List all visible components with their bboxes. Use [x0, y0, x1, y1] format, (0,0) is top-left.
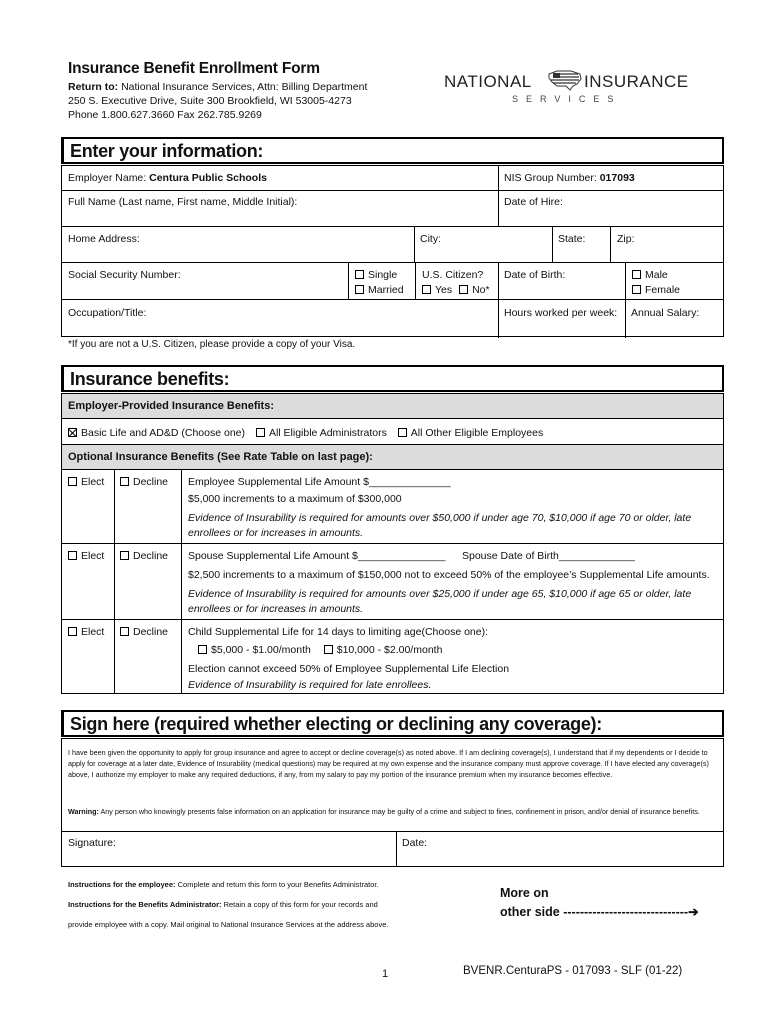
- child-supp-life-text: Child Supplemental Life for 14 days to limiting age(Choose one):: [188, 626, 489, 638]
- admin-instructions-continued: provide employee with a copy. Mail original to National Insurance Services at the address above.: [68, 920, 389, 929]
- employee-instructions-text: Complete and return this form to your Benefits Administrator.: [177, 880, 379, 889]
- return-to-text: National Insurance Services, Attn: Billing Department: [121, 81, 368, 93]
- employee-elect-checkbox[interactable]: Elect: [68, 476, 104, 488]
- header-address: 250 S. Executive Drive, Suite 300 Brookfield, WI 53005-4273: [68, 95, 352, 107]
- employer-name-label: Employer Name:: [68, 172, 147, 184]
- child-options: $5,000 - $1.00/month $10,000 - $2.00/month: [198, 644, 442, 656]
- nis-group-number-field[interactable]: [504, 172, 635, 184]
- all-other-label: All Other Eligible Employees: [410, 427, 544, 439]
- male-checkbox[interactable]: [632, 269, 668, 281]
- other-side-label: other side ------------------------------: [500, 905, 689, 919]
- warning-label: Warning:: [68, 807, 99, 816]
- female-checkbox-box[interactable]: [632, 285, 641, 294]
- occupation-field[interactable]: Occupation/Title:: [68, 307, 147, 319]
- optional-benefits-label: Optional Insurance Benefits (See Rate Table on last page):: [68, 451, 373, 463]
- city-field[interactable]: City:: [420, 233, 441, 245]
- spouse-eoi-text-2: enrollees or for increases in amounts.: [188, 603, 364, 615]
- child-elect-checkbox[interactable]: Elect: [68, 626, 104, 638]
- hours-per-week-field[interactable]: Hours worked per week:: [504, 307, 618, 319]
- admin-instructions-text: Retain a copy of this form for your records and: [223, 900, 378, 909]
- male-label: Male: [645, 269, 668, 281]
- visa-note: *If you are not a U.S. Citizen, please provide a copy of your Visa.: [68, 339, 356, 350]
- return-to-label: Return to:: [68, 81, 119, 93]
- section-sign-here: [61, 710, 724, 737]
- section-insurance-benefits: [61, 365, 724, 392]
- more-on-text: More on: [500, 886, 549, 900]
- all-other-checkbox[interactable]: [398, 428, 407, 437]
- date-of-birth-field[interactable]: Date of Birth:: [504, 269, 566, 281]
- employee-increment-text: $5,000 increments to a maximum of $300,000: [188, 493, 402, 505]
- ssn-field[interactable]: Social Security Number:: [68, 269, 181, 281]
- spouse-supp-life-amount[interactable]: Spouse Supplemental Life Amount $_______________: [188, 550, 446, 562]
- zip-field[interactable]: Zip:: [617, 233, 635, 245]
- header-phone: Phone 1.800.627.3660 Fax 262.785.9269: [68, 109, 262, 121]
- married-checkbox-box[interactable]: [355, 285, 364, 294]
- child-decline-checkbox[interactable]: Decline: [120, 626, 168, 638]
- spouse-dob-field[interactable]: Spouse Date of Birth_____________: [462, 550, 635, 562]
- signature-field[interactable]: Signature:: [68, 837, 116, 849]
- warning-paragraph: [68, 806, 718, 817]
- section-title-sign: Sign here (required whether electing or declining any coverage):: [70, 714, 602, 734]
- employer-name-value: Centura Public Schools: [149, 172, 267, 184]
- state-field[interactable]: State:: [558, 233, 586, 245]
- basic-life-checkbox-checked[interactable]: [68, 428, 77, 437]
- form-code: BVENR.CenturaPS - 017093 - SLF (01-22): [463, 965, 683, 977]
- section-enter-information: [61, 137, 724, 164]
- employee-eoi-text-1: Evidence of Insurability is required for amounts over $50,000 if under age 70, $10,000 if age 70 or older, late: [188, 512, 692, 524]
- arrow-right-icon: ➔: [688, 905, 699, 919]
- spouse-increment-text: $2,500 increments to a maximum of $150,000 not to exceed 50% of the employee’s Supplemental Life amounts.: [188, 569, 710, 581]
- return-to-line: [68, 81, 367, 93]
- basic-life-row: [68, 427, 543, 439]
- spouse-decline-checkbox[interactable]: Decline: [120, 550, 168, 562]
- married-label: Married: [368, 284, 404, 296]
- citizen-no-checkbox[interactable]: [459, 285, 468, 294]
- benefits-table: [61, 393, 724, 694]
- no-label: No*: [472, 284, 490, 296]
- employee-decline-checkbox[interactable]: Decline: [120, 476, 168, 488]
- logo-word-national: NATIONAL: [444, 72, 532, 91]
- nis-group-label: NIS Group Number:: [504, 172, 597, 184]
- spouse-eoi-text-1: Evidence of Insurability is required for amounts over $25,000 if under age 65, $10,000 if age 65 or older, late: [188, 588, 692, 600]
- home-address-field[interactable]: Home Address:: [68, 233, 140, 245]
- employee-instructions-label: Instructions for the employee:: [68, 880, 176, 889]
- form-title: Insurance Benefit Enrollment Form: [68, 60, 320, 77]
- employee-supp-life-amount[interactable]: Employee Supplemental Life Amount $______________: [188, 476, 451, 488]
- child-eoi-text: Evidence of Insurability is required for late enrollees.: [188, 679, 432, 691]
- citizen-yes-checkbox[interactable]: [422, 285, 431, 294]
- consent-paragraph: I have been given the opportunity to apply for group insurance and agree to accept or decline coverage(s) as noted above. If I am declining coverage(s), I understand that if my dependents or I decide to apply for coverage at a later date, Evidence of Insurability (medical questions) may be required at my own expense and the insurance company must approve coverage. If I have elected any coverage(s) above, I authorize my employer to make any required deductions, if any, from my salary to pay my portion of the insurance premium when my insurance becomes effective.: [68, 748, 709, 779]
- section-title-information: Enter your information:: [70, 141, 264, 161]
- child-10000-checkbox[interactable]: [324, 645, 333, 654]
- female-label: Female: [645, 284, 681, 296]
- date-of-hire-field[interactable]: Date of Hire:: [504, 196, 563, 208]
- information-table: [61, 165, 724, 337]
- company-logo: [444, 66, 694, 110]
- section-title-benefits: Insurance benefits:: [70, 369, 230, 389]
- admin-instructions-label: Instructions for the Benefits Administrator:: [68, 900, 222, 909]
- admin-instructions: [68, 900, 378, 909]
- employee-eoi-text-2: enrollees or for increases in amounts.: [188, 527, 364, 539]
- yes-label: Yes: [435, 284, 453, 296]
- employer-name-field[interactable]: [68, 172, 267, 184]
- annual-salary-field[interactable]: Annual Salary:: [631, 307, 700, 319]
- logo-word-insurance: INSURANCE: [584, 72, 689, 91]
- male-checkbox-box[interactable]: [632, 270, 641, 279]
- page-number: 1: [382, 968, 389, 980]
- spouse-elect-checkbox[interactable]: Elect: [68, 550, 104, 562]
- all-admins-label: All Eligible Administrators: [268, 427, 387, 439]
- us-citizen-options: [422, 284, 490, 296]
- child-election-limit-text: Election cannot exceed 50% of Employee Supplemental Life Election: [188, 663, 510, 675]
- employer-provided-label: Employer-Provided Insurance Benefits:: [68, 400, 274, 412]
- full-name-field[interactable]: Full Name (Last name, First name, Middle Initial):: [68, 196, 298, 208]
- basic-life-label: Basic Life and AD&D (Choose one): [81, 427, 246, 439]
- single-label: Single: [368, 269, 398, 281]
- signature-date-field[interactable]: Date:: [402, 837, 428, 849]
- child-5000-checkbox[interactable]: [198, 645, 207, 654]
- warning-text: Any person who knowingly presents false information on an application for insurance may be guilty of a crime and subject to fines, confinement in prison, and/or denial of insurance benefits.: [100, 807, 700, 816]
- employee-instructions: [68, 880, 379, 889]
- signature-table: [61, 738, 724, 867]
- female-checkbox[interactable]: [632, 284, 680, 296]
- nis-group-value: 017093: [599, 172, 635, 184]
- us-citizen-label: U.S. Citizen?: [422, 269, 484, 281]
- single-checkbox[interactable]: [355, 269, 397, 281]
- logo-word-services: SERVICES: [512, 94, 622, 104]
- married-checkbox[interactable]: [355, 284, 404, 296]
- us-map-flag-icon: [547, 68, 583, 92]
- single-checkbox-box[interactable]: [355, 270, 364, 279]
- all-admins-checkbox[interactable]: [256, 428, 265, 437]
- other-side-text: [500, 904, 699, 919]
